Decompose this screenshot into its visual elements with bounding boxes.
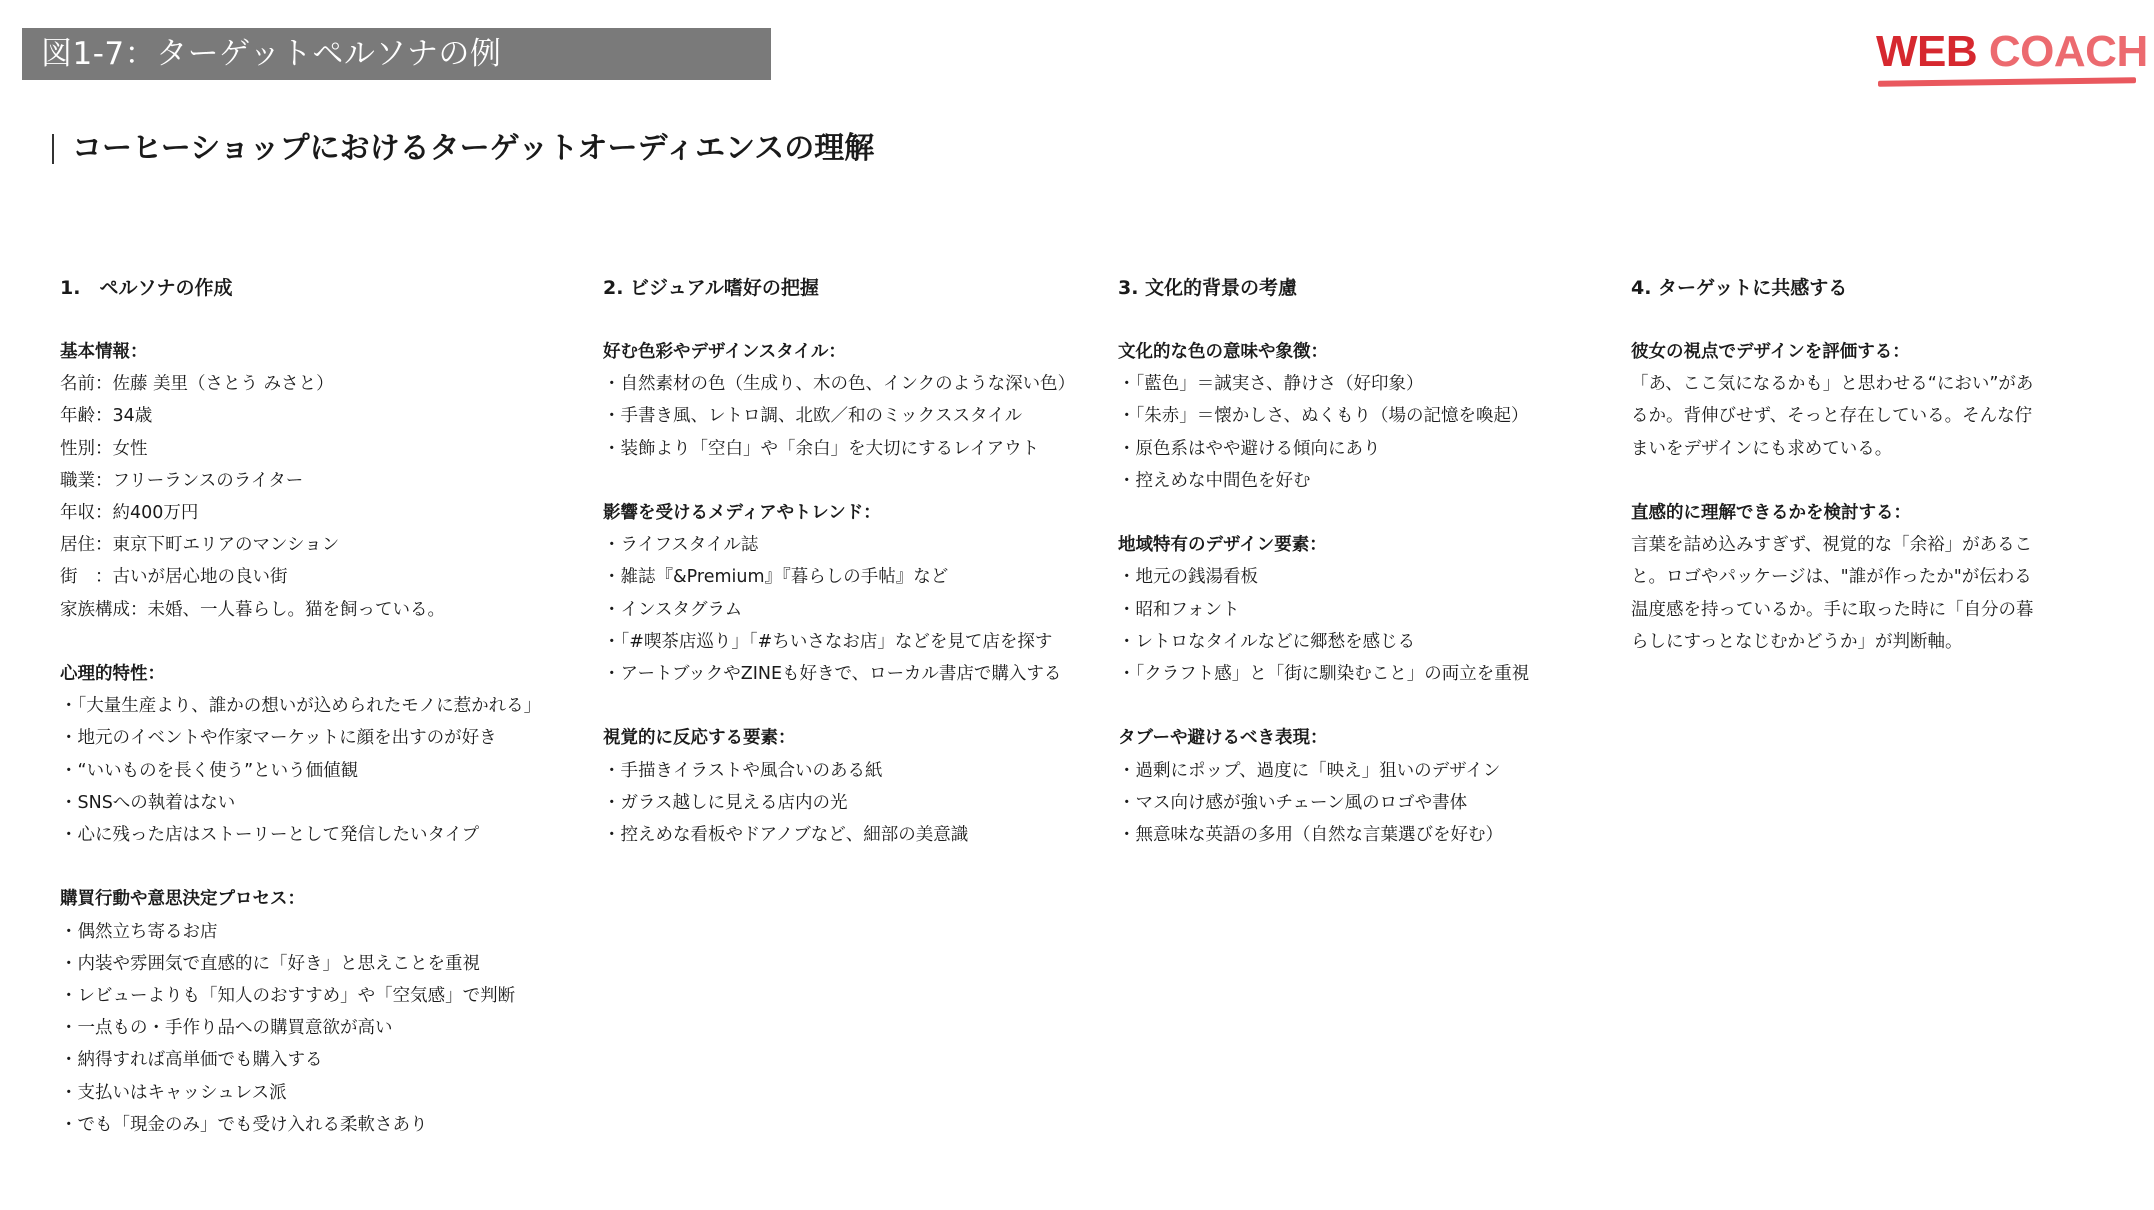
list-item: 職業：フリーランスのライター — [60, 470, 304, 491]
column-empathy — [1631, 272, 2034, 690]
figure-label: 図1-7：ターゲットペルソナの例 — [22, 28, 771, 80]
list-item: ・「クラフト感」と「街に馴染むこと」の両立を重視 — [1118, 664, 1530, 685]
section-basic-info — [60, 336, 541, 626]
list-item: ・雑誌『&Premium』『暮らしの手帖』など — [603, 567, 949, 588]
page-title-text: コーヒーショップにおけるターゲットオーディエンスの理解 — [72, 131, 875, 166]
list-item: ・インスタグラム — [603, 599, 743, 620]
list-item: ・無意味な英語の多用（自然な言葉選びを好む） — [1118, 825, 1503, 846]
paragraph-line: らしにすっとなじむかどうか」が判断軸。 — [1631, 631, 1963, 652]
list-item: ・内装や雰囲気で直感的に「好き」と思えことを重視 — [60, 953, 480, 974]
list-item: ・偶然立ち寄るお店 — [60, 921, 218, 942]
column-persona — [60, 272, 541, 1173]
list-item: ・控えめな看板やドアノブなど、細部の美意識 — [603, 825, 969, 846]
section-psychology — [60, 658, 541, 851]
logo-web-text: WEB — [1876, 27, 1989, 76]
list-item: ・控えめな中間色を好む — [1118, 470, 1311, 491]
column-visual-preference — [603, 272, 1075, 883]
list-item: 年収：約400万円 — [60, 503, 199, 524]
list-item: ・レビューよりも「知人のおすすめ」や「空気感」で判断 — [60, 986, 516, 1007]
list-item: ・ガラス越しに見える店内の光 — [603, 792, 848, 813]
paragraph-line: と。ロゴやパッケージは、"誰が作ったか"が伝わる — [1631, 567, 2032, 588]
section-heading: タブーや避けるべき表現： — [1118, 728, 1328, 749]
section-heading: 購買行動や意思決定プロセス： — [60, 889, 305, 910]
list-item: ・でも「現金のみ」でも受け入れる柔軟さあり — [60, 1114, 428, 1135]
column-cultural-background — [1118, 272, 1529, 883]
section-visual-reactions — [603, 722, 1075, 851]
list-item: ・地元のイベントや作家マーケットに顔を出すのが好き — [60, 728, 497, 749]
section-heading: 基本情報： — [60, 342, 148, 362]
paragraph-line: 言葉を詰め込みすぎず、視覚的な「余裕」があるこ — [1631, 535, 2033, 556]
section-taboos — [1118, 722, 1529, 851]
paragraph-line: るか。背伸びせず、そっと存在している。そんな佇 — [1631, 406, 2033, 427]
section-heading: 文化的な色の意味や象徴： — [1118, 342, 1328, 362]
list-item: ・マス向け感が強いチェーン風のロゴや書体 — [1118, 792, 1468, 813]
list-item: 家族構成：未婚、一人暮らし。猫を飼っている。 — [60, 599, 445, 620]
section-heading: 影響を受けるメディアやトレンド： — [603, 503, 881, 523]
column-heading: 2. ビジュアル嗜好の把握 — [603, 277, 819, 299]
list-item: ・手描きイラストや風合いのある紙 — [603, 760, 883, 781]
logo-coach-text: COACH — [1988, 27, 2148, 76]
list-item: ・“いいものを長く使う”という価値観 — [60, 760, 359, 781]
paragraph-line: 「あ、ここ気になるかも」と思わせる“におい”があ — [1631, 374, 2034, 395]
list-item: ・「#喫茶店巡り」「#ちいさなお店」などを見て店を探す — [603, 631, 1053, 652]
section-intuitive-understanding — [1631, 497, 2034, 658]
section-heading: 視覚的に反応する要素： — [603, 728, 796, 749]
section-heading: 好む色彩やデザインスタイル： — [603, 342, 846, 362]
list-item: ・手書き風、レトロ調、北欧／和のミックススタイル — [603, 406, 1023, 427]
list-item: ・アートブックやZINEも好きで、ローカル書店で購入する — [603, 664, 1062, 685]
web-coach-logo — [1876, 27, 2148, 88]
section-colors-styles — [603, 336, 1075, 465]
page-title — [52, 131, 874, 167]
list-item: ・昭和フォント — [1118, 599, 1240, 620]
column-heading: 1. ペルソナの作成 — [60, 277, 233, 299]
section-heading: 地域特有のデザイン要素： — [1118, 535, 1327, 556]
list-item: ・ライフスタイル誌 — [603, 535, 759, 556]
section-local-design — [1118, 529, 1529, 690]
list-item: ・納得すれば高単価でも購入する — [60, 1050, 323, 1071]
list-item: ・装飾より「空白」や「余白」を大切にするレイアウト — [603, 438, 1040, 459]
list-item: ・自然素材の色（生成り、木の色、インクのような深い色） — [603, 374, 1076, 395]
list-item: 年齢：34歳 — [60, 406, 153, 427]
column-heading: 3. 文化的背景の考慮 — [1118, 277, 1298, 299]
list-item: ・一点もの・手作り品への購買意欲が高い — [60, 1018, 393, 1039]
list-item: ・「朱赤」＝懐かしさ、ぬくもり（場の記憶を喚起） — [1118, 406, 1529, 427]
column-heading: 4. ターゲットに共感する — [1631, 277, 1848, 299]
section-evaluate-viewpoint — [1631, 336, 2034, 465]
section-heading: 心理的特性： — [60, 664, 165, 685]
list-item: 街 ：古いが居心地の良い街 — [60, 567, 288, 588]
list-item: ・原色系はやや避ける傾向にあり — [1118, 438, 1381, 459]
list-item: ・「藍色」＝誠実さ、静けさ（好印象） — [1118, 374, 1424, 395]
list-item: 居住：東京下町エリアのマンション — [60, 535, 340, 556]
section-purchase-behavior — [60, 883, 541, 1141]
section-color-symbolism — [1118, 336, 1529, 497]
list-item: ・「大量生産より、誰かの想いが込められたモノに惹かれる」 — [60, 696, 542, 717]
section-media-trends — [603, 497, 1075, 690]
paragraph-line: 温度感を持っているか。手に取った時に「自分の暮 — [1631, 599, 2034, 620]
list-item: ・レトロなタイルなどに郷愁を感じる — [1118, 631, 1416, 652]
list-item: ・心に残った店はストーリーとして発信したいタイプ — [60, 825, 480, 846]
list-item: ・支払いはキャッシュレス派 — [60, 1082, 287, 1103]
list-item: ・SNSへの執着はない — [60, 792, 236, 813]
logo-underline — [1878, 77, 2136, 87]
title-accent-bar — [52, 134, 54, 164]
list-item: 名前：佐藤 美里（さとう みさと） — [60, 374, 334, 395]
section-heading: 彼女の視点でデザインを評価する： — [1631, 342, 1910, 362]
paragraph-line: まいをデザインにも求めている。 — [1631, 438, 1893, 459]
list-item: 性別：女性 — [60, 438, 148, 459]
list-item: ・地元の銭湯看板 — [1118, 567, 1258, 588]
list-item: ・過剰にポップ、過度に「映え」狙いのデザイン — [1118, 760, 1501, 781]
section-heading: 直感的に理解できるかを検討する： — [1631, 503, 1911, 523]
